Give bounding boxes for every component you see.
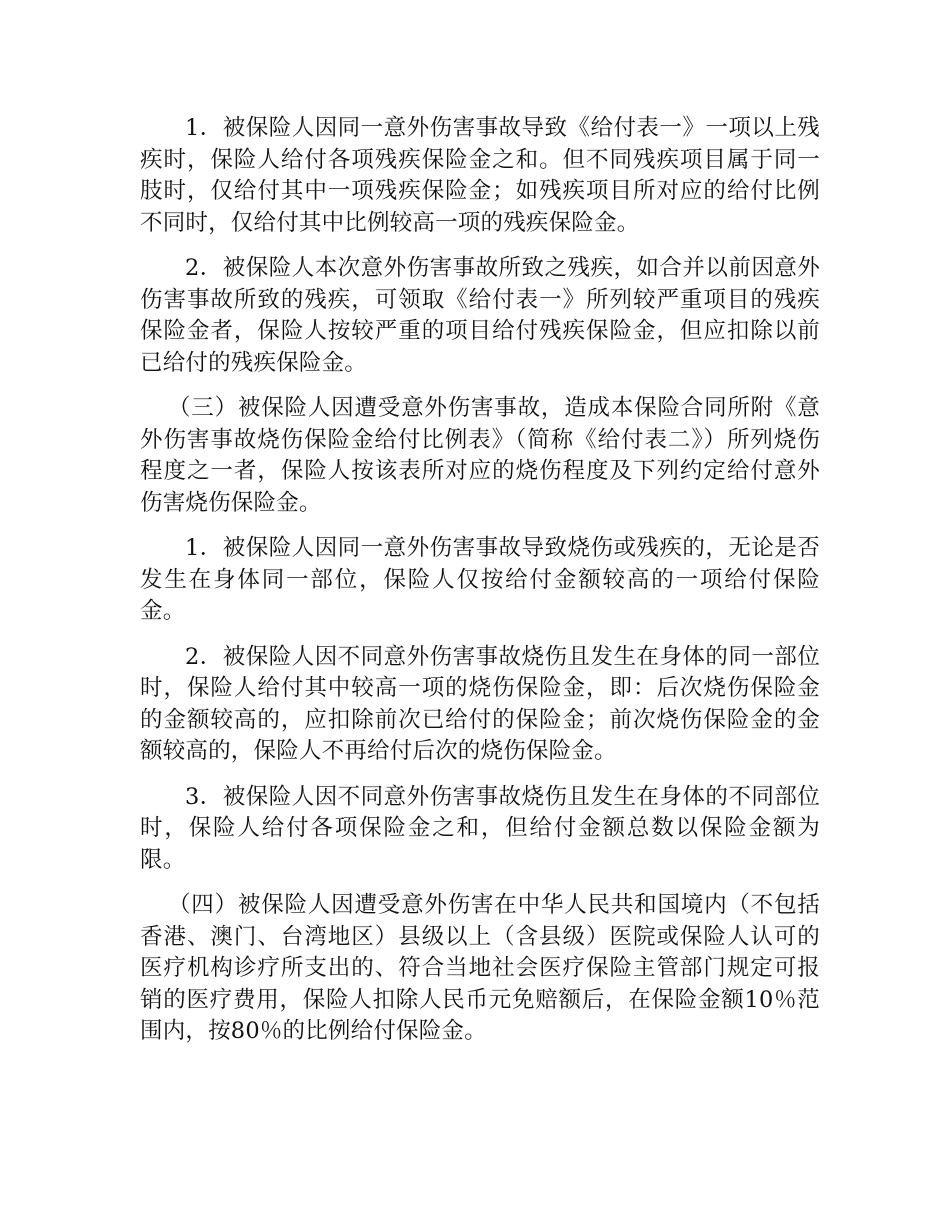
- paragraph-section-3: （三）被保险人因遭受意外伤害事故，造成本保险合同所附《意外伤害事故烧伤保险金给付比例表》（简称《给付表二》）所列烧伤程度之一者，保险人按该表所对应的烧伤程度及下列约定给付意外伤害烧伤保险金。: [140, 395, 820, 516]
- paragraph-5: 2．被保险人因不同意外伤害事故烧伤且发生在身体的同一部位时，保险人给付其中较高一项的烧伤保险金，即：后次烧伤保险金的金额较高的，应扣除前次已给付的保险金；前次烧伤保险金的金额较高的，保险人不再给付后次的烧伤保险金。: [140, 643, 820, 764]
- paragraph-4: 1．被保险人因同一意外伤害事故导致烧伤或残疾的，无论是否发生在身体同一部位，保险人仅按给付金额较高的一项给付保险金。: [140, 535, 820, 624]
- paragraph-section-4: （四）被保险人因遭受意外伤害在中华人民共和国境内（不包括香港、澳门、台湾地区）县级以上（含县级）医院或保险人认可的医疗机构诊疗所支出的、符合当地社会医疗保险主管部门规定可报销的医疗费用，保险人扣除人民币元免赔额后，在保险金额10％范围内，按80％的比例给付保险金。: [140, 892, 820, 1044]
- paragraph-2: 2．被保险人本次意外伤害事故所致之残疾，如合并以前因意外伤害事故所致的残疾，可领取《给付表一》所列较严重项目的残疾保险金者，保险人按较严重的项目给付残疾保险金，但应扣除以前已给付的残疾保险金。: [140, 255, 820, 376]
- paragraph-6: 3．被保险人因不同意外伤害事故烧伤且发生在身体的不同部位时，保险人给付各项保险金之和，但给付金额总数以保险金额为限。: [140, 783, 820, 873]
- paragraph-1: 1．被保险人因同一意外伤害事故导致《给付表一》一项以上残疾时，保险人给付各项残疾保险金之和。但不同残疾项目属于同一肢时，仅给付其中一项残疾保险金；如残疾项目所对应的给付比例不同时，仅给付其中比例较高一项的残疾保险金。: [140, 115, 820, 236]
- document-page: [140, 113, 820, 1062]
